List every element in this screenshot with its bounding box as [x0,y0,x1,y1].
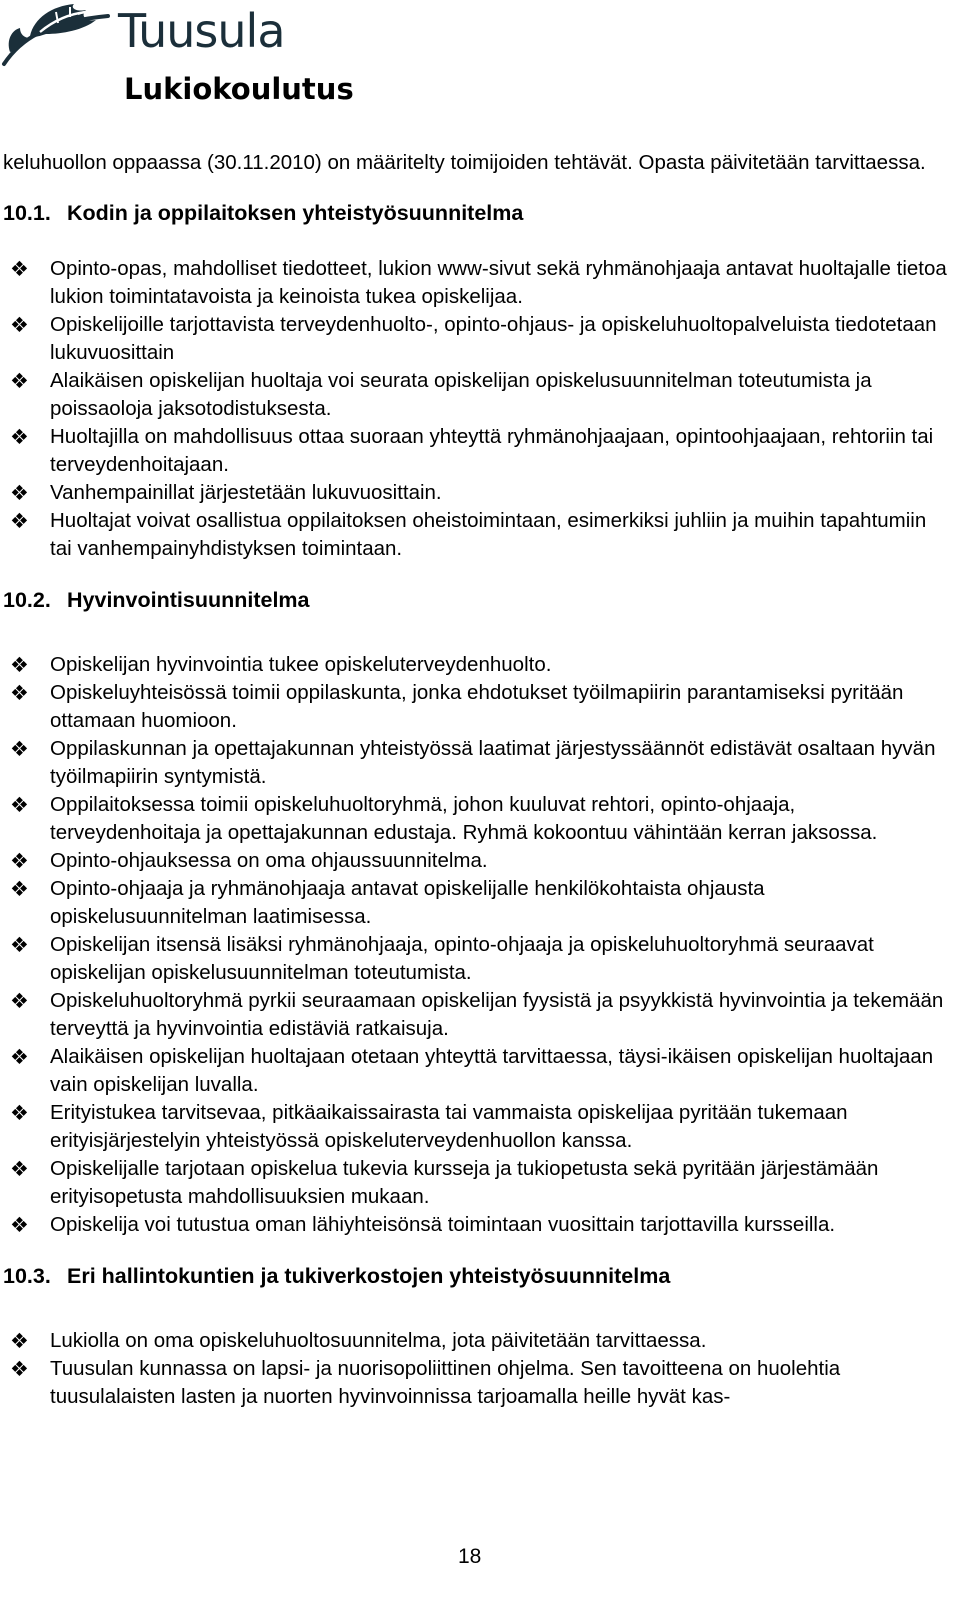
diamond-bullet-icon: ❖ [10,1357,29,1381]
document-body [3,149,948,1411]
list-item: ❖ Opiskeluyhteisössä toimii oppilaskunta, jonka ehdotukset työilmapiirin parantamiseksi pyritään ottamaan huomioon. [10,681,904,732]
list-item: ❖ Opinto-opas, mahdolliset tiedotteet, lukion www-sivut sekä ryhmänohjaaja antavat huoltajalle tietoa lukion toimintatavoista ja keinoista tukea opiskelijaa. [10,257,947,308]
section-title: Eri hallintokuntien ja tukiverkostojen yhteistyösuunnitelma [67,1264,671,1288]
list-item: ❖ Opinto-ohjauksessa on oma ohjaussuunnitelma. [10,849,488,873]
intro-paragraph: keluhuollon oppaassa (30.11.2010) on määritelty toimijoiden tehtävät. Opasta päivitetään tarvittaessa. [3,151,926,174]
list-item: ❖ Alaikäisen opiskelijan huoltajaan otetaan yhteyttä tarvittaessa, täysi-ikäisen opiskelijan huoltajaan vain opiskelijan luvalla. [10,1045,934,1096]
tuusula-logo [0,0,310,75]
diamond-bullet-icon: ❖ [10,849,29,873]
diamond-bullet-icon: ❖ [10,1157,29,1181]
logo-text: Tuusula [118,4,285,58]
list-item: ❖ Opiskeluhuoltoryhmä pyrkii seuraamaan opiskelijan fyysistä ja psyykkistä hyvinvointia ja tekemään terveyttä ja hyvinvointia edistäviä ratkaisuja. [10,989,944,1040]
diamond-bullet-icon: ❖ [10,1213,29,1237]
list-item: ❖ Opiskelijalle tarjotaan opiskelua tukevia kursseja ja tukiopetusta sekä pyritään järjestämään erityisopetusta mahdollisuuksien mukaan. [10,1157,879,1208]
diamond-bullet-icon: ❖ [10,1101,29,1125]
section-heading-10-3 [3,1262,948,1290]
diamond-bullet-icon: ❖ [10,257,29,281]
section-title: Hyvinvointisuunnitelma [67,588,310,612]
diamond-bullet-icon: ❖ [10,877,29,901]
diamond-bullet-icon: ❖ [10,369,29,393]
section-number: 10.1. [3,201,51,225]
list-item: ❖ Huoltajat voivat osallistua oppilaitoksen oheistoimintaan, esimerkiksi juhliin ja muihin tapahtumiin tai vanhempainyhdistyksen toimintaan. [10,509,927,560]
list-item: ❖ Tuusulan kunnassa on lapsi- ja nuorisopoliittinen ohjelma. Sen tavoitteena on huolehtia tuusulalaisten lasten ja nuorten hyvinvoinnissa tarjoamalla heille hyvät kas- [10,1357,841,1408]
page-subtitle: Lukiokoulutus [124,72,354,106]
page-number: 18 [458,1545,482,1568]
diamond-bullet-icon: ❖ [10,653,29,677]
section-heading-10-1 [3,199,948,227]
section-number: 10.3. [3,1264,51,1288]
diamond-bullet-icon: ❖ [10,509,29,533]
section-title: Kodin ja oppilaitoksen yhteistyösuunnitelma [67,201,524,225]
diamond-bullet-icon: ❖ [10,681,29,705]
list-item: ❖ Alaikäisen opiskelijan huoltaja voi seurata opiskelijan opiskelusuunnitelman toteutumista ja poissaoloja jaksotodistuksesta. [10,369,872,420]
list-item: ❖ Vanhempainillat järjestetään lukuvuosittain. [10,481,442,505]
list-item: ❖ Opinto-ohjaaja ja ryhmänohjaaja antavat opiskelijalle henkilökohtaista ohjausta opiskelusuunnitelman laatimisessa. [10,877,765,928]
list-item: ❖ Erityistukea tarvitsevaa, pitkäaikaissairasta tai vammaista opiskelijaa pyritään tukemaan erityisjärjestelyin yhteistyössä opiskeluterveydenhuollon kanssa. [10,1101,848,1152]
diamond-bullet-icon: ❖ [10,313,29,337]
list-item: ❖ Oppilaitoksessa toimii opiskeluhuoltoryhmä, johon kuuluvat rehtori, opinto-ohjaaja, terveydenhoitaja ja opettajakunnan edustaja. Ryhmä kokoontuu vähintään kerran jaksossa. [10,793,878,844]
list-item: ❖ Oppilaskunnan ja opettajakunnan yhteistyössä laatimat järjestyssäännöt edistävät osaltaan hyvän työilmapiirin syntymistä. [10,737,936,788]
bullet-list-10-1 [3,255,948,563]
page-header [0,0,960,120]
diamond-bullet-icon: ❖ [10,1045,29,1069]
section-heading-10-2 [3,586,948,614]
bullet-list-10-3 [3,1327,948,1411]
list-item: ❖ Huoltajilla on mahdollisuus ottaa suoraan yhteyttä ryhmänohjaajaan, opintoohjaajaan, rehtoriin tai terveydenhoitajaan. [10,425,934,476]
leaf-logo-icon [0,0,120,70]
list-item: ❖ Opiskelijan itsensä lisäksi ryhmänohjaaja, opinto-ohjaaja ja opiskeluhuoltoryhmä seuraavat opiskelijan opiskelusuunnitelman toteutumista. [10,933,874,984]
diamond-bullet-icon: ❖ [10,933,29,957]
diamond-bullet-icon: ❖ [10,737,29,761]
section-number: 10.2. [3,588,51,612]
diamond-bullet-icon: ❖ [10,425,29,449]
diamond-bullet-icon: ❖ [10,1329,29,1353]
list-item: ❖ Opiskelijan hyvinvointia tukee opiskeluterveydenhuolto. [10,653,552,677]
bullet-list-10-2 [3,651,948,1239]
list-item: ❖ Lukiolla on oma opiskeluhuoltosuunnitelma, jota päivitetään tarvittaessa. [10,1329,707,1353]
diamond-bullet-icon: ❖ [10,481,29,505]
diamond-bullet-icon: ❖ [10,793,29,817]
list-item: ❖ Opiskelija voi tutustua oman lähiyhteisönsä toimintaan vuosittain tarjottavilla kursseilla. [10,1213,836,1237]
list-item: ❖ Opiskelijoille tarjottavista terveydenhuolto-, opinto-ohjaus- ja opiskeluhuoltopalveluista tiedotetaan lukuvuosittain [10,313,937,364]
diamond-bullet-icon: ❖ [10,989,29,1013]
